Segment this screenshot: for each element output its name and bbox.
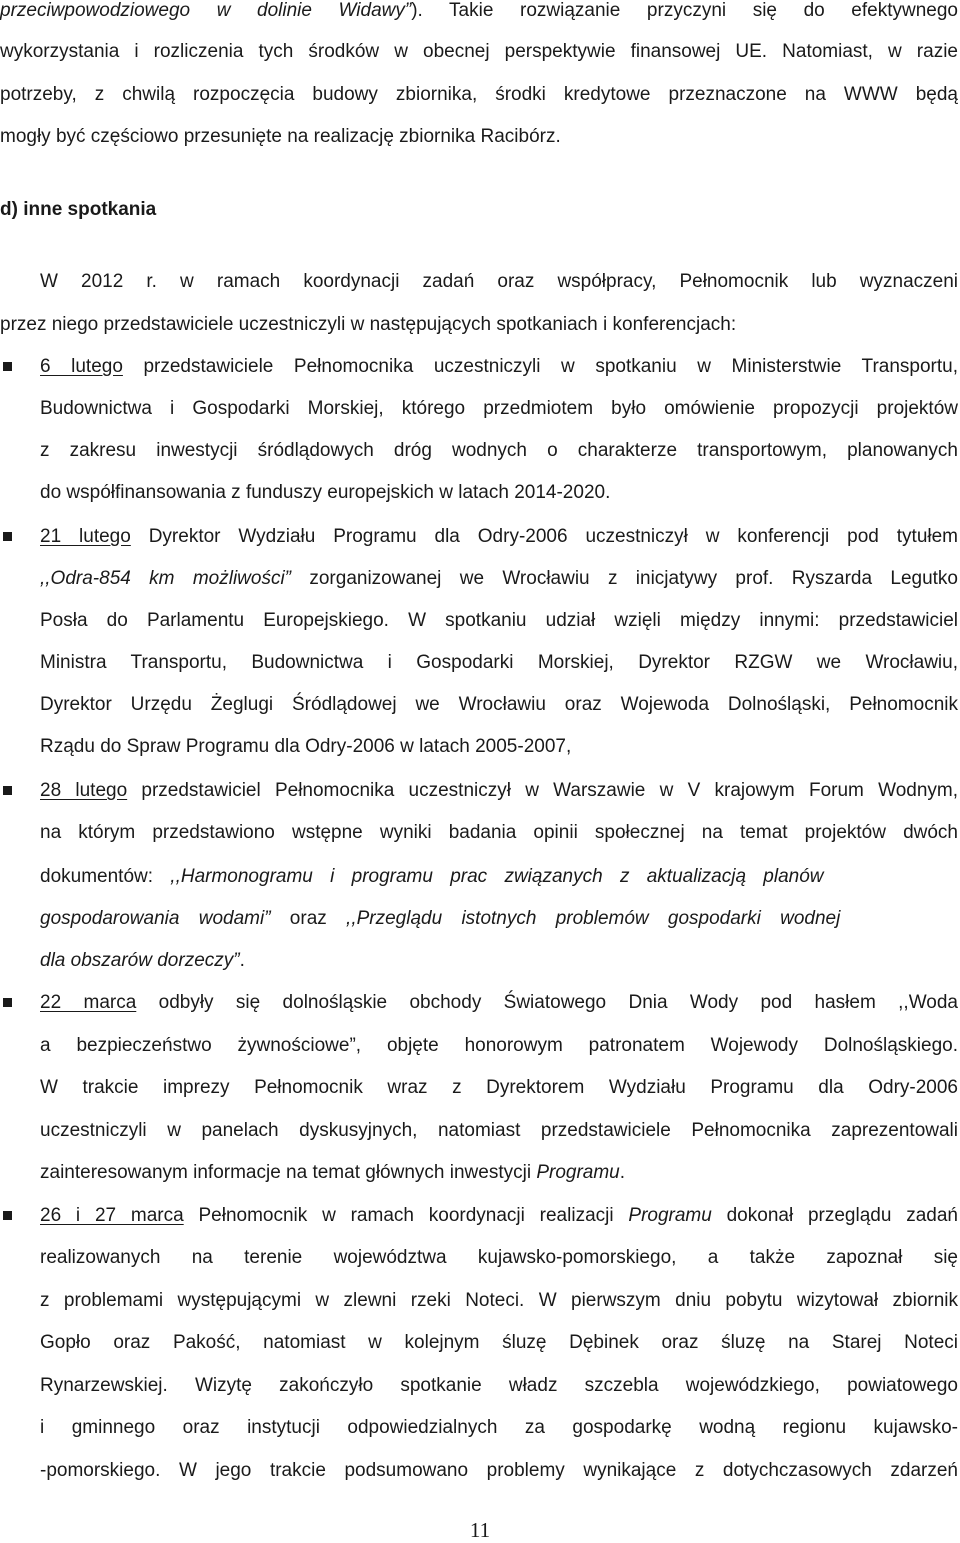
item-5-line-1-end: dokonał przeglądu zadań xyxy=(711,1205,958,1226)
item-3-line-1 xyxy=(40,780,958,802)
item-4-line-1-text: odbyły się dolnośląskie obchody Światowego Dnia Wody pod hasłem ,,Woda xyxy=(136,992,958,1013)
bullet-square-icon xyxy=(3,532,12,541)
item-3-italic-przeglad: ,,Przeglądu istotnych problemów gospodarki wodnej xyxy=(346,908,841,929)
item-3-line-5-text: . xyxy=(239,950,245,971)
item-1-line-1-text: przedstawiciele Pełnomocnika uczestniczyli w spotkaniu w Ministerstwie Transportu, xyxy=(122,356,958,377)
item-4-line-2: a bezpieczeństwo żywnościowe”, objęte honorowym patronatem Wojewody Dolnośląskiego. xyxy=(40,1035,958,1056)
item-5-line-3: z problemami występującymi w zlewni rzeki Noteci. W pierwszym dniu pobytu wizytował zbiornik xyxy=(40,1290,958,1311)
intro-line-2: wykorzystania i rozliczenia tych środków w obecnej perspektywie finansowej UE. Natomiast, w razie xyxy=(0,41,958,62)
item-5-date: 26 i 27 marca xyxy=(40,1205,184,1226)
item-1-line-4: do współfinansowania z funduszy europejskich w latach 2014-2020. xyxy=(40,482,611,503)
page-number: 11 xyxy=(469,1518,491,1542)
item-5-line-7: -pomorskiego. W jego trakcie podsumowano problemy wynikające z dotychczasowych zdarzeń xyxy=(40,1460,958,1481)
intro-line-4: mogły być częściowo przesunięte na realizację zbiornika Racibórz. xyxy=(0,126,561,147)
item-1-line-2: Budownictwa i Gospodarki Morskiej, którego przedmiotem było omówienie propozycji projektów xyxy=(40,398,958,419)
section-heading: d) inne spotkania xyxy=(0,199,157,220)
intro-italic-title: przeciwpowodziowego w dolinie Widawy” xyxy=(0,0,412,21)
item-2-line-2-text: zorganizowanej we Wrocławiu z inicjatywy prof. Ryszarda Legutko xyxy=(291,568,958,589)
item-2-date: 21 lutego xyxy=(40,526,131,547)
item-3-line-4 xyxy=(40,908,958,930)
item-3-line-4-text: oraz xyxy=(270,908,347,929)
bullet-square-icon xyxy=(3,362,12,371)
item-3-line-2: na którym przedstawiono wstępne wyniki badania opinii społecznej na temat projektów dwóch xyxy=(40,822,958,843)
item-5-line-6: i gminnego oraz instytucji odpowiedzialnych za gospodarkę wodną regionu kujawsko- xyxy=(40,1417,958,1438)
item-4-line-1 xyxy=(40,992,958,1014)
item-3-italic-harmonogram: ,,Harmonogramu i programu prac związanych z aktualizacją planów xyxy=(170,866,824,887)
item-4-date: 22 marca xyxy=(40,992,137,1013)
item-3-line-5 xyxy=(40,950,958,972)
item-4-line-3: W trakcie imprezy Pełnomocnik wraz z Dyrektorem Wydziału Programu dla Odry-2006 xyxy=(40,1077,958,1098)
intro-line-1 xyxy=(0,0,958,22)
item-4-line-4: uczestniczyli w panelach dyskusyjnych, natomiast przedstawiciele Pełnomocnika zaprezentowali xyxy=(40,1120,958,1141)
item-3-line-3 xyxy=(40,866,958,888)
item-2-line-4: Ministra Transportu, Budownictwa i Gospodarki Morskiej, Dyrektor RZGW we Wrocławiu, xyxy=(40,652,958,673)
item-4-line-5-text: zainteresowanym informacje na temat głównych inwestycji xyxy=(40,1162,537,1183)
item-4-italic-programu: Programu xyxy=(536,1162,620,1183)
item-4-line-5 xyxy=(40,1162,958,1184)
bullet-square-icon xyxy=(3,1211,12,1220)
item-2-line-2 xyxy=(40,568,958,590)
item-2-line-5: Dyrektor Urzędu Żeglugi Śródlądowej we Wrocławiu oraz Wojewoda Dolnośląski, Pełnomocnik xyxy=(40,694,958,715)
item-3-line-3-text: dokumentów: xyxy=(40,866,171,887)
item-5-line-4: Gopło oraz Pakość, natomiast w kolejnym śluzę Dębinek oraz śluzę na Starej Noteci xyxy=(40,1332,958,1353)
item-5-line-1-text: Pełnomocnik w ramach koordynacji realizacji xyxy=(183,1205,629,1226)
item-2-line-6: Rządu do Spraw Programu dla Odry-2006 w latach 2005-2007, xyxy=(40,736,572,757)
item-2-line-3: Posła do Parlamentu Europejskiego. W spotkaniu udział wzięli między innymi: przedstawiciel xyxy=(40,610,958,631)
item-3-date: 28 lutego xyxy=(40,780,128,801)
item-3-italic-dorzeczy: dla obszarów dorzeczy” xyxy=(40,950,240,971)
item-4-line-5-end: . xyxy=(619,1162,626,1183)
item-2-italic-title: ,,Odra-854 km możliwości” xyxy=(40,568,292,589)
item-2-line-1-text: Dyrektor Wydziału Programu dla Odry-2006 uczestniczył w konferencji pod tytułem xyxy=(130,526,959,547)
item-2-line-1 xyxy=(40,526,958,548)
item-5-line-1 xyxy=(40,1205,958,1227)
item-5-italic-programu: Programu xyxy=(628,1205,712,1226)
intro-line-3: potrzeby, z chwilą rozpoczęcia budowy zbiornika, środki kredytowe przeznaczone na WWW będą xyxy=(0,84,958,105)
bullet-square-icon xyxy=(3,786,12,795)
section-paragraph-line-1: W 2012 r. w ramach koordynacji zadań oraz współpracy, Pełnomocnik lub wyznaczeni xyxy=(40,271,958,292)
bullet-square-icon xyxy=(3,998,12,1007)
item-1-line-1 xyxy=(40,356,958,378)
item-3-italic-gospodarowania: gospodarowania wodami” xyxy=(40,908,271,929)
item-1-line-3: z zakresu inwestycji śródlądowych dróg wodnych o charakterze transportowym, planowanych xyxy=(40,440,958,461)
intro-line-1-rest: ). Takie rozwiązanie przyczyni się do efektywnego xyxy=(411,0,958,21)
item-3-line-1-text: przedstawiciel Pełnomocnika uczestniczył w Warszawie w V krajowym Forum Wodnym, xyxy=(127,780,959,801)
item-5-line-5: Rynarzewskiej. Wizytę zakończyło spotkanie władz szczebla wojewódzkiego, powiatowego xyxy=(40,1375,958,1396)
section-paragraph-line-2: przez niego przedstawiciele uczestniczyli w następujących spotkaniach i konferencjach: xyxy=(0,314,737,335)
item-1-date: 6 lutego xyxy=(40,356,123,377)
item-5-line-2: realizowanych na terenie województwa kujawsko-pomorskiego, a także zapoznał się xyxy=(40,1247,958,1268)
